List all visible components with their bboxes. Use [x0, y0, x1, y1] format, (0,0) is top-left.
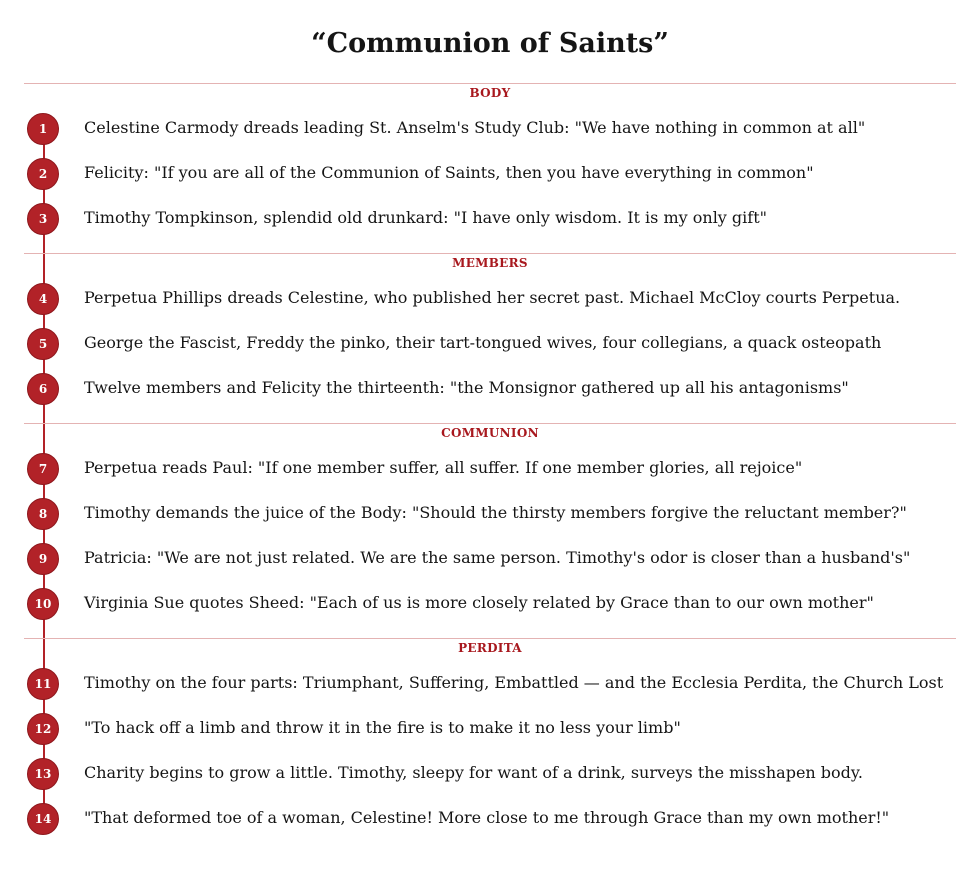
event-marker-14: 14	[27, 803, 59, 835]
event-marker-8: 8	[27, 498, 59, 530]
section-divider	[24, 83, 956, 84]
event-text-4: Perpetua Phillips dreads Celestine, who published her secret past. Michael McCloy courts Perpetua.	[84, 288, 901, 307]
event-text-3: Timothy Tompkinson, splendid old drunkard: "I have only wisdom. It is my only gift"	[84, 208, 767, 227]
section-label-members: MEMBERS	[452, 256, 528, 270]
event-marker-2: 2	[27, 158, 59, 190]
event-text-8: Timothy demands the juice of the Body: "Should the thirsty members forgive the reluctant member?"	[84, 503, 907, 522]
event-text-2: Felicity: "If you are all of the Communion of Saints, then you have everything in common"	[84, 163, 814, 182]
section-divider	[24, 423, 956, 424]
section-label-body: BODY	[469, 86, 511, 100]
event-text-10: Virginia Sue quotes Sheed: "Each of us is more closely related by Grace than to our own mother"	[84, 593, 874, 612]
event-text-13: Charity begins to grow a little. Timothy, sleepy for want of a drink, surveys the misshapen body.	[84, 763, 863, 782]
event-text-14: "That deformed toe of a woman, Celestine! More close to me through Grace than my own mother!"	[84, 808, 890, 827]
event-marker-12: 12	[27, 713, 59, 745]
section-label-communion: COMMUNION	[441, 426, 539, 440]
event-marker-13: 13	[27, 758, 59, 790]
event-marker-7: 7	[27, 453, 59, 485]
section-divider	[24, 253, 956, 254]
event-text-9: Patricia: "We are not just related. We are the same person. Timothy's odor is closer than a husband's"	[84, 548, 911, 567]
event-marker-1: 1	[27, 113, 59, 145]
event-marker-4: 4	[27, 283, 59, 315]
event-text-7: Perpetua reads Paul: "If one member suffer, all suffer. If one member glories, all rejoice"	[84, 458, 803, 477]
event-text-6: Twelve members and Felicity the thirteenth: "the Monsignor gathered up all his antagonisms"	[84, 378, 849, 397]
section-label-perdita: PERDITA	[458, 641, 522, 655]
event-marker-9: 9	[27, 543, 59, 575]
event-marker-10: 10	[27, 588, 59, 620]
event-marker-3: 3	[27, 203, 59, 235]
event-text-11: Timothy on the four parts: Triumphant, Suffering, Embattled — and the Ecclesia Perdita, the Church Lost	[84, 673, 944, 692]
event-marker-6: 6	[27, 373, 59, 405]
event-text-5: George the Fascist, Freddy the pinko, their tart-tongued wives, four collegians, a quack osteopath	[84, 333, 882, 352]
event-text-12: "To hack off a limb and throw it in the fire is to make it no less your limb"	[84, 718, 681, 737]
event-text-1: Celestine Carmody dreads leading St. Anselm's Study Club: "We have nothing in common at all"	[84, 118, 866, 137]
event-marker-11: 11	[27, 668, 59, 700]
event-marker-5: 5	[27, 328, 59, 360]
section-divider	[24, 638, 956, 639]
page-title: “Communion of Saints”	[311, 28, 669, 59]
